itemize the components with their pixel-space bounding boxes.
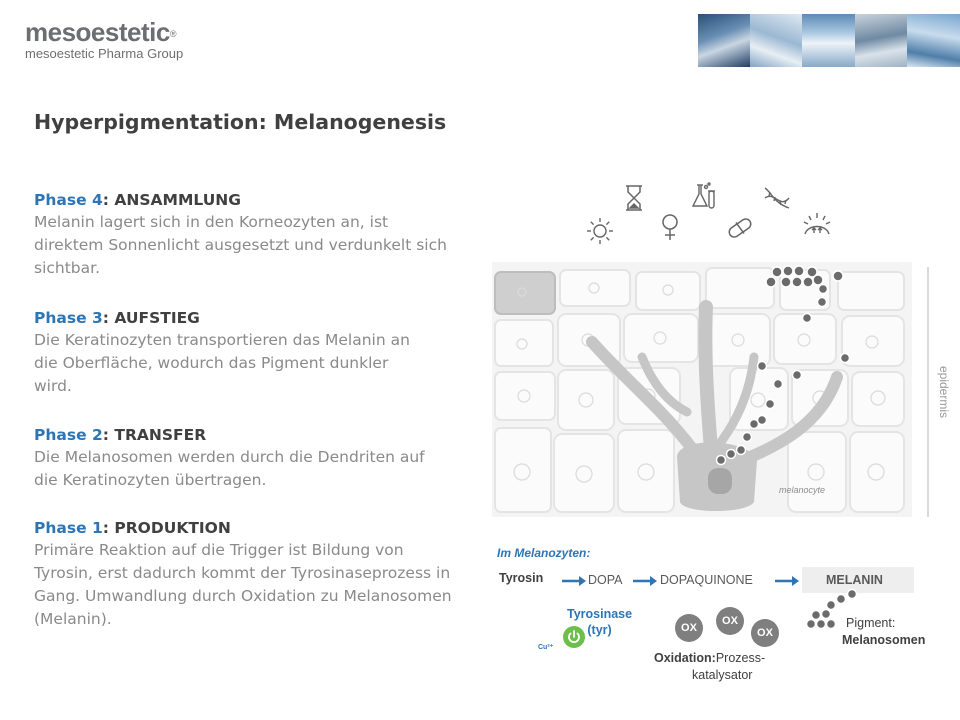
oxidation-title: Oxidation:: [654, 651, 716, 665]
logo-brand: mesoestetic: [25, 17, 170, 47]
pigment-title: Pigment:: [846, 616, 896, 630]
copper-ion-label: Cu²⁺: [538, 644, 554, 651]
phase-2: Phase 2: TRANSFER Die Melanosomen werden durch die Dendriten auf die Keratinozyten übertragen.: [34, 424, 454, 492]
dopaquinone-label: DOPAQUINONE: [660, 573, 753, 587]
phase-name: PRODUKTION: [114, 519, 231, 537]
phase-name: AUFSTIEG: [114, 309, 200, 327]
pigment-label: [842, 615, 926, 649]
phase-text: Melanin lagert sich in den Korneozyten an, ist direktem Sonnenlicht ausgesetzt und verdunkelt sich sichtbar.: [34, 213, 447, 277]
phase-text: Primäre Reaktion auf die Trigger ist Bildung von Tyrosin, erst dadurch kommt der Tyrosinaseprozess in Gang. Umwandlung durch Oxidation zu Melanosomen (Melanin).: [34, 541, 452, 628]
arrow-right-icon: [633, 576, 657, 586]
oxidation-desc-1: Prozess-: [715, 651, 766, 665]
logo-registered: ®: [169, 29, 176, 39]
melanin-label: MELANIN: [826, 573, 883, 587]
skin-diagram: [492, 262, 932, 520]
epidermis-label: epidermis: [937, 365, 951, 419]
melanocyte-label: melanocyte: [779, 485, 826, 495]
photo-corridor: [907, 14, 960, 67]
phase-number: Phase 2: [34, 426, 103, 444]
logo-subtitle: mesoestetic Pharma Group: [25, 46, 184, 61]
oxidation-label: [654, 650, 765, 684]
phase-number: Phase 1: [34, 519, 103, 537]
dopa-label: DOPA: [588, 573, 623, 587]
phase-number: Phase 4: [34, 191, 103, 209]
arrow-right-icon: [775, 576, 799, 586]
phase-number: Phase 3: [34, 309, 103, 327]
inflammation-icon: [802, 210, 832, 240]
photo-building: [698, 14, 750, 67]
pigment-value: Melanosomen: [842, 633, 926, 647]
photo-lab-equipment: [802, 14, 855, 67]
phase-3: Phase 3: AUFSTIEG Die Keratinozyten transportieren das Melanin an die Oberfläche, wodurch das Pigment dunkler wird.: [34, 307, 454, 398]
dna-icon: [762, 183, 792, 213]
phase-text: Die Keratinozyten transportieren das Melanin an die Oberfläche, wodurch das Pigment dunkler wird.: [34, 331, 410, 395]
page-title: Hyperpigmentation: Melanogenesis: [34, 110, 447, 134]
ox-badge: OX: [716, 607, 744, 635]
phase-name: ANSAMMLUNG: [114, 191, 241, 209]
phase-name: TRANSFER: [114, 426, 207, 444]
ox-badge: OX: [751, 619, 779, 647]
tyrosinase-line1: Tyrosinase: [567, 607, 633, 621]
tyrosin-label: Tyrosin: [499, 571, 544, 585]
ox-badge: OX: [675, 614, 703, 642]
photo-laboratory: [855, 14, 907, 67]
female-icon: [655, 212, 685, 242]
tyrosinase-line2: (tyr): [587, 623, 612, 637]
phase-4: Phase 4: ANSAMMLUNG Melanin lagert sich in den Korneozyten an, ist direktem Sonnenlicht ausgesetzt und verdunkelt sich sichtbar.: [34, 189, 454, 280]
process-heading: Im Melanozyten:: [497, 546, 591, 560]
photo-lab-hand: [750, 14, 802, 67]
phase-text: Die Melanosomen werden durch die Dendriten auf die Keratinozyten übertragen.: [34, 448, 425, 489]
power-icon: [563, 626, 585, 648]
oxidation-desc-2: katalysator: [692, 668, 753, 682]
sun-icon: [585, 216, 615, 246]
pill-icon: [725, 213, 755, 243]
header-photo-strip: [698, 14, 960, 67]
arrow-right-icon: [562, 576, 586, 586]
lab-flask-icon: [690, 181, 720, 211]
hourglass-icon: [619, 183, 649, 213]
company-logo: [25, 18, 183, 61]
phase-1: Phase 1: PRODUKTION Primäre Reaktion auf die Trigger ist Bildung von Tyrosin, erst dadurch kommt der Tyrosinaseprozess in Gang. Umwandlung durch Oxidation zu Melanosomen (Melanin).: [34, 517, 454, 631]
